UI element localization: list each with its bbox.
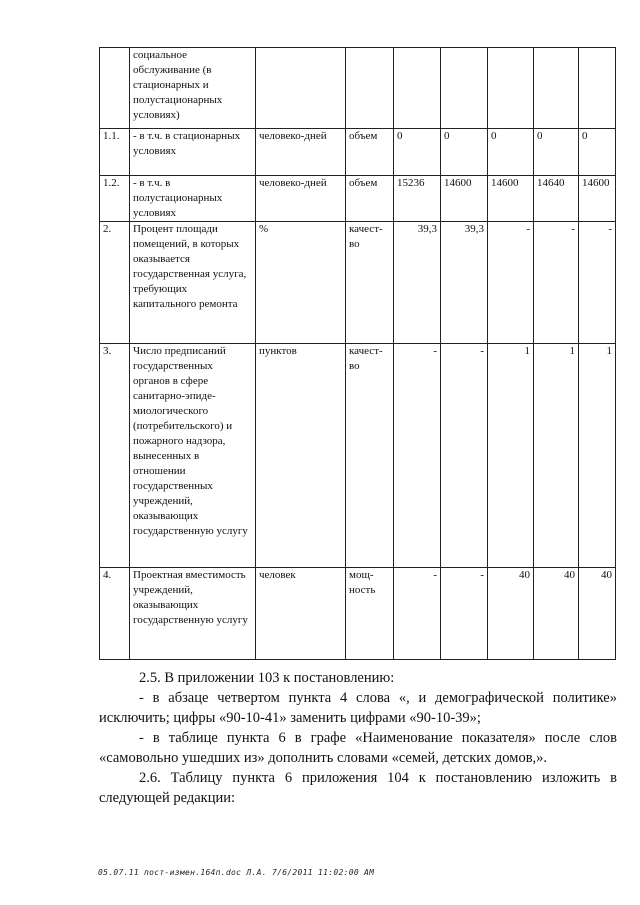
value-cell: 0	[488, 129, 534, 176]
table-row	[100, 48, 616, 129]
indicator-name: Число предписаний государственных органов в сфере санитарно-эпиде-миологического (потребительского) и пожарного надзора, вынесенных в отношении государственных учреждений, оказывающих государственную услугу	[130, 344, 256, 568]
value-cell	[394, 48, 441, 129]
value-cell: -	[394, 344, 441, 568]
indicator-type: мощ-ность	[346, 568, 394, 660]
indicator-name: - в т.ч. в стационарных условиях	[130, 129, 256, 176]
value-cell: 14600	[488, 176, 534, 222]
value-cell: -	[441, 344, 488, 568]
indicator-name: социальное обслуживание (в стационарных и полустационарных условиях)	[130, 48, 256, 129]
value-cell: 40	[534, 568, 579, 660]
value-cell: -	[579, 222, 616, 344]
paragraph-2-5: 2.5. В приложении 103 к постановлению:	[139, 670, 395, 686]
document-footer: 05.07.11 пост-измен.164п.doc Л.А. 7/6/2011 11:02:00 AM	[98, 868, 375, 877]
value-cell: -	[488, 222, 534, 344]
value-cell	[488, 48, 534, 129]
paragraph-2-6: 2.6. Таблицу пункта 6 приложения 104 к постановлению изложить в следующей редакции:	[99, 770, 617, 806]
paragraph-amendment-2: - в таблице пункта 6 в графе «Наименование показателя» после слов «самовольно ушедших из» дополнить словами «семей, детских домов,».	[99, 730, 617, 766]
value-cell: 1	[579, 344, 616, 568]
indicators-table	[99, 47, 616, 660]
indicator-name: Процент площади помещений, в которых оказывается государственная услуга, требующих капитального ремонта	[130, 222, 256, 344]
row-number: 4.	[100, 568, 130, 660]
unit	[256, 48, 346, 129]
row-number: 1.1.	[100, 129, 130, 176]
indicator-name: Проектная вместимость учреждений, оказывающих государственную услугу	[130, 568, 256, 660]
unit: %	[256, 222, 346, 344]
value-cell	[579, 48, 616, 129]
value-cell: 14600	[441, 176, 488, 222]
row-number: 2.	[100, 222, 130, 344]
value-cell: 40	[488, 568, 534, 660]
table-row	[100, 129, 616, 176]
row-number	[100, 48, 130, 129]
row-number: 3.	[100, 344, 130, 568]
unit: человеко-дней	[256, 129, 346, 176]
unit: человеко-дней	[256, 176, 346, 222]
value-cell: 0	[441, 129, 488, 176]
value-cell	[534, 48, 579, 129]
unit: человек	[256, 568, 346, 660]
indicator-type	[346, 48, 394, 129]
indicator-type: объем	[346, 129, 394, 176]
value-cell: 39,3	[441, 222, 488, 344]
unit: пунктов	[256, 344, 346, 568]
indicator-type: качест-во	[346, 222, 394, 344]
value-cell: 0	[534, 129, 579, 176]
indicator-name: - в т.ч. в полустационарных условиях	[130, 176, 256, 222]
row-number: 1.2.	[100, 176, 130, 222]
table-row	[100, 176, 616, 222]
value-cell: -	[394, 568, 441, 660]
value-cell	[441, 48, 488, 129]
indicator-type: качест-во	[346, 344, 394, 568]
value-cell: 14600	[579, 176, 616, 222]
value-cell: 0	[579, 129, 616, 176]
value-cell: 0	[394, 129, 441, 176]
value-cell: -	[534, 222, 579, 344]
value-cell: 39,3	[394, 222, 441, 344]
indicator-type: объем	[346, 176, 394, 222]
value-cell: 1	[488, 344, 534, 568]
paragraph-amendment-1: - в абзаце четвертом пункта 4 слова «, и демографической политике» исключить; цифры «90-10-41» заменить цифрами «90-10-39»;	[99, 690, 617, 726]
value-cell: 15236	[394, 176, 441, 222]
value-cell: 40	[579, 568, 616, 660]
table-row	[100, 344, 616, 568]
value-cell: 14640	[534, 176, 579, 222]
table-row	[100, 568, 616, 660]
table-row	[100, 222, 616, 344]
value-cell: 1	[534, 344, 579, 568]
value-cell: -	[441, 568, 488, 660]
